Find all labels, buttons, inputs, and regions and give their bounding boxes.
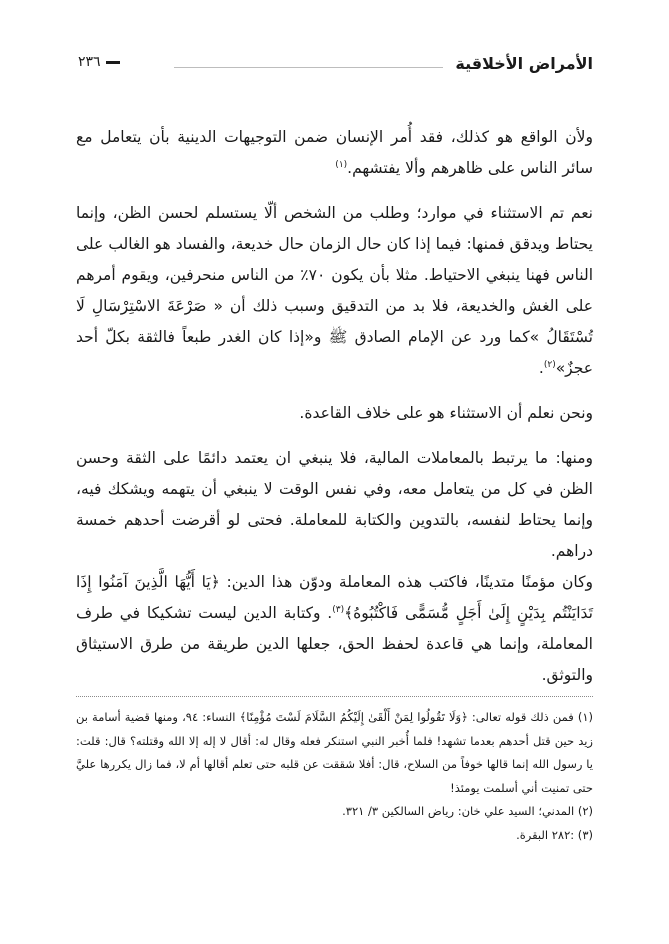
footnote-separator [76, 696, 593, 697]
footnote-1-text: (١) فمن ذلك قوله تعالى: [467, 710, 593, 724]
footnote-ref-1[interactable]: (١) [335, 159, 348, 170]
footnote-ref-2[interactable]: (٢) [543, 359, 556, 370]
paragraph-2-end: . [538, 359, 544, 377]
paragraph-5 [76, 567, 593, 691]
footnote-1 [76, 706, 593, 800]
running-header-title: الأمراض الأخلاقية [455, 54, 593, 73]
footnote-3: (٣) :٢٨٢ البقرة. [516, 827, 593, 842]
hadith-quote: صَرْعَةَ الاسْتِرْسَالِ لَا تُسْتَقَالُ [76, 297, 593, 346]
paragraph-5-text: وكان مؤمنًا متدينًا، فاكتب هذه المعاملة ودوّن هذا الدين: [219, 573, 593, 591]
paragraph-5-text-b: . وكتابة الدين ليست تشكيكا في طرف المعاملة، وإنما هي قاعدة لحفظ الحق، جعلها الدين طريقة من طرق الاستيثاق والتوثق. [76, 604, 593, 684]
paragraph-2-text: نعم تم الاستثناء في موارد؛ وطلب من الشخص ألّا يستسلم لحسن الظن، وإنما يحتاط ويدقق فمنها: فيما إذا كان حال الزمان حال خديعة، والفساد هو الغالب على الناس فهنا ينبغي الاحتياط. مثلا بأن يكون ٧٠٪ من الناس منحرفين، ويقوم أمرهم على الغش والخديعة، فلا بد من التدقيق وسبب ذلك أن « [76, 204, 593, 315]
footnote-1-verse: ﴿وَلَا تَقُولُوا لِمَنْ أَلْقَىٰ إِلَيْكُمُ السَّلَامَ لَسْتَ مُؤْمِنًا﴾ [239, 710, 468, 724]
paragraph-1 [76, 122, 593, 184]
quran-verse: ﴿يَا أَيُّهَا الَّذِينَ آمَنُوا إِذَا تَدَايَنْتُم بِدَيْنٍ إِلَىٰ أَجَلٍ مُّسَمًّى فَاكْتُبُوهُ﴾ [76, 573, 593, 622]
header-dash [106, 61, 120, 64]
footnotes [76, 706, 593, 847]
paragraph-2 [76, 198, 593, 384]
footnote-ref-3[interactable]: (٣) [332, 604, 345, 615]
paragraph-2-text-b: »كما ورد عن الإمام الصادق ﷺ و«إذا كان الغدر طبعاً فالثقة بكلّ أحد عجزٌ» [76, 328, 593, 377]
running-header [78, 54, 593, 80]
main-text [76, 122, 593, 691]
paragraph-4: ومنها: ما يرتبط بالمعاملات المالية، فلا ينبغي ان يعتمد دائمًا على الثقة وحسن الظن في كل من يتعامل معه، وفي نفس الوقت لا ينبغي أن يتهمه ويشكك فيه، وإنما يحتاط لنفسه، بالتدوين والكتابة للمعاملة. فحتى لو أقرضت أحدهم خمسة دراهم. [76, 449, 593, 560]
footnote-1-text-b: النساء: ٩٤، ومنها قضية أسامة بن زيد حين قتل أحدهم بعدما تشهد! فلما أُخبر النبي استنكر فعله وقال له: أقال لا إله إلا الله وقتلته؟ قال: قلت: يا رسول الله إنما قالها خوفاً من السلاح، قال: أفلا شققت عن قلبه حتى تعلم أقالها أم لا، فما زال يكررها عليَّ حتى تمنيت أني أسلمت يومئذ! [76, 710, 593, 795]
page-number: ٢٣٦ [78, 54, 101, 70]
header-rule [174, 67, 443, 68]
paragraph-3: ونحن نعلم أن الاستثناء هو على خلاف القاعدة. [299, 404, 593, 422]
footnote-2: (٢) المدني؛ السيد علي خان: رياض السالكين ٣/ ٣٢١. [342, 804, 593, 818]
paragraph-1-text: ولأن الواقع هو كذلك، فقد أُمر الإنسان ضمن التوجيهات الدينية بأن يتعامل مع سائر الناس على ظاهرهم وألا يفتشهم. [76, 128, 593, 177]
